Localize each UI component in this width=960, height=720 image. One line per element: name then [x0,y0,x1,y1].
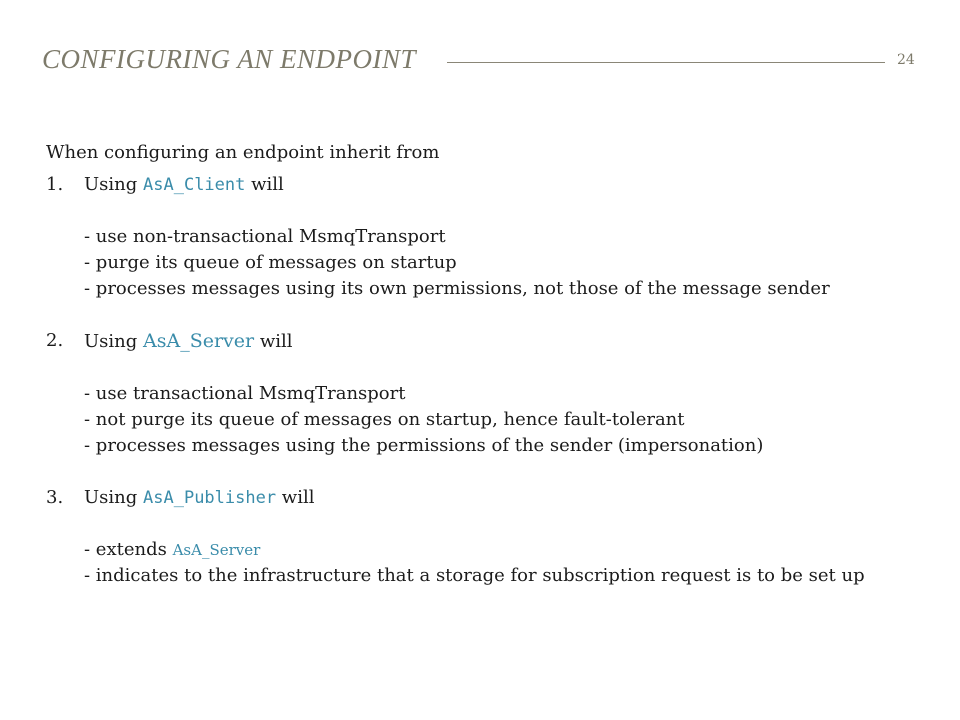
list-item-client [46,172,946,302]
list-number: 1. [46,174,64,195]
title-divider [447,62,885,63]
class-name-asa-client: AsA_Client [143,175,246,195]
detail-line: - use non-transactional MsmqTransport [84,226,446,247]
detail-line: - processes messages using the permissions of the sender (impersonation) [84,435,764,456]
slide-content [46,140,946,615]
detail-line [84,537,946,563]
list-item-heading [84,485,946,511]
detail-line: - purge its queue of messages on startup [84,252,457,273]
page-title: CONFIGURING AN ENDPOINT [42,44,417,74]
detail-line: - not purge its queue of messages on startup, hence fault-tolerant [84,409,685,430]
heading-suffix: will [245,174,284,195]
detail-line: - use transactional MsmqTransport [84,383,406,404]
class-name-asa-publisher: AsA_Publisher [143,488,277,508]
list-item-heading [84,172,946,198]
heading-suffix: will [276,487,315,508]
heading-prefix: Using [84,487,144,508]
heading-suffix: will [254,331,293,352]
class-name-asa-server-ref: AsA_Server [172,541,261,559]
list-item-heading [84,328,946,355]
detail-line: - processes messages using its own permissions, not those of the message sender [84,278,830,299]
intro-text: When configuring an endpoint inherit from [46,142,440,163]
list-number: 2. [46,330,64,351]
list-item-publisher [46,485,946,589]
heading-prefix: Using [84,331,144,352]
list-item-server [46,328,946,459]
class-name-asa-server: AsA_Server [143,330,255,352]
page-number: 24 [897,52,915,68]
detail-line: - indicates to the infrastructure that a storage for subscription request is to be set up [84,565,865,586]
list-number: 3. [46,487,64,508]
heading-prefix: Using [84,174,144,195]
detail-prefix: - extends [84,539,173,560]
